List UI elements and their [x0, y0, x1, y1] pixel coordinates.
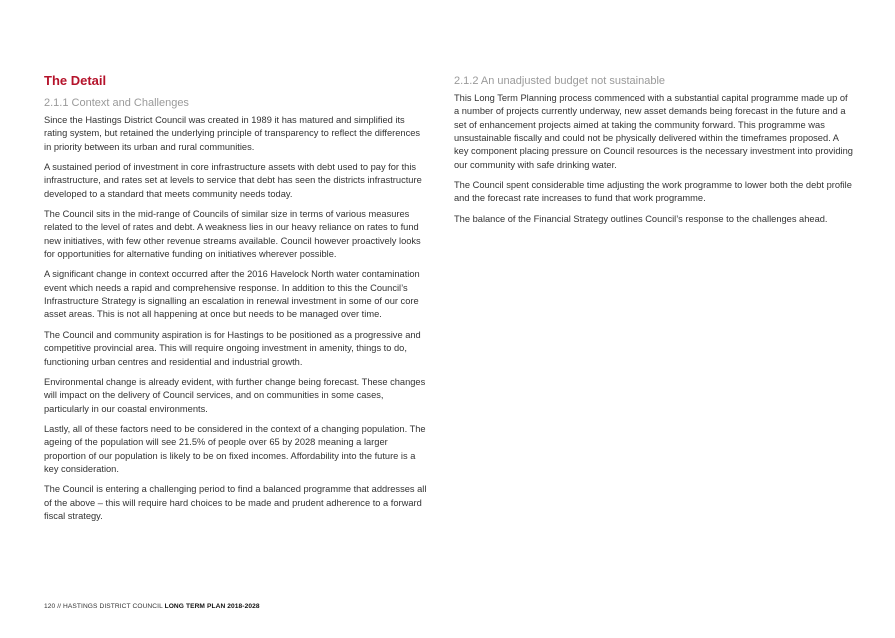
page-footer	[44, 603, 260, 610]
section-heading: The Detail	[44, 73, 107, 88]
paragraph: A significant change in context occurred after the 2016 Havelock North water contamination event which needs a rapid and comprehensive response. In addition to this the Council’s Infrastructure Strategy is signalling an escalation in renewal investment in some of our core asset areas. This is not all happening at once but needs to be managed over time.	[44, 269, 420, 320]
paragraph: Since the Hastings District Council was created in 1989 it has matured and simplified its rating system, but retained the underlying principle of transparency to reflect the differences in priority between its urban and rural communities.	[44, 115, 421, 152]
subsection-heading-context: 2.1.1 Context and Challenges	[44, 97, 189, 109]
paragraph: Environmental change is already evident, with further change being forecast. These changes will impact on the delivery of Council services, and on communities in some cases, particularly in our coastal environments.	[44, 376, 426, 414]
paragraph: The Council spent considerable time adjusting the work programme to lower both the debt profile and the forecast rate increases to fund that work programme.	[454, 180, 852, 204]
right-column	[454, 74, 854, 233]
left-column	[44, 72, 428, 530]
paragraph: The Council and community aspiration is for Hastings to be positioned as a progressive and competitive provincial area. This will require ongoing investment in amenity, things to do, functioning urban centres and residential and industrial growth.	[44, 329, 421, 367]
paragraph: The balance of the Financial Strategy outlines Council’s response to the challenges ahead.	[454, 213, 828, 224]
paragraph: The Council is entering a challenging period to find a balanced programme that addresses all of the above – this will require hard choices to be made and prudent adherence to a forward fiscal strategy.	[44, 484, 427, 521]
subsection-heading-budget: 2.1.2 An unadjusted budget not sustainable	[454, 75, 666, 87]
paragraph: This Long Term Planning process commenced with a substantial capital programme made up of a number of projects currently underway, new asset demands being forecast in the future and a set of enhancement projects aimed at taking the community forward. This programme was unsustainable fiscally and could not be physically delivered within the timeframes proposed. A key component placing pressure on Council resources is the necessary investment into providing our community with safe drinking water.	[454, 93, 853, 170]
footer-document-title: LONG TERM PLAN 2018-2028	[164, 603, 260, 610]
footer-page-org: 120 // HASTINGS DISTRICT COUNCIL	[44, 603, 163, 610]
paragraph: Lastly, all of these factors need to be considered in the context of a changing population. The ageing of the population will see 21.5% of people over 65 by 2028 meaning a larger proportion of our population is likely to be on fixed incomes. Affordability into the future is a key consideration.	[44, 423, 426, 474]
paragraph: A sustained period of investment in core infrastructure assets with debt used to pay for this infrastructure, and rates set at levels to service that debt has seen the districts infrastructure developed to a standard that meets community needs today.	[44, 162, 422, 199]
paragraph: The Council sits in the mid-range of Councils of similar size in terms of various measures related to the level of rates and debt. A weakness lies in our heavy reliance on rates to fund new initiatives, with few other revenue streams available. Council however proactively looks for opportunities for alternative funding on initiatives wherever possible.	[44, 209, 421, 260]
